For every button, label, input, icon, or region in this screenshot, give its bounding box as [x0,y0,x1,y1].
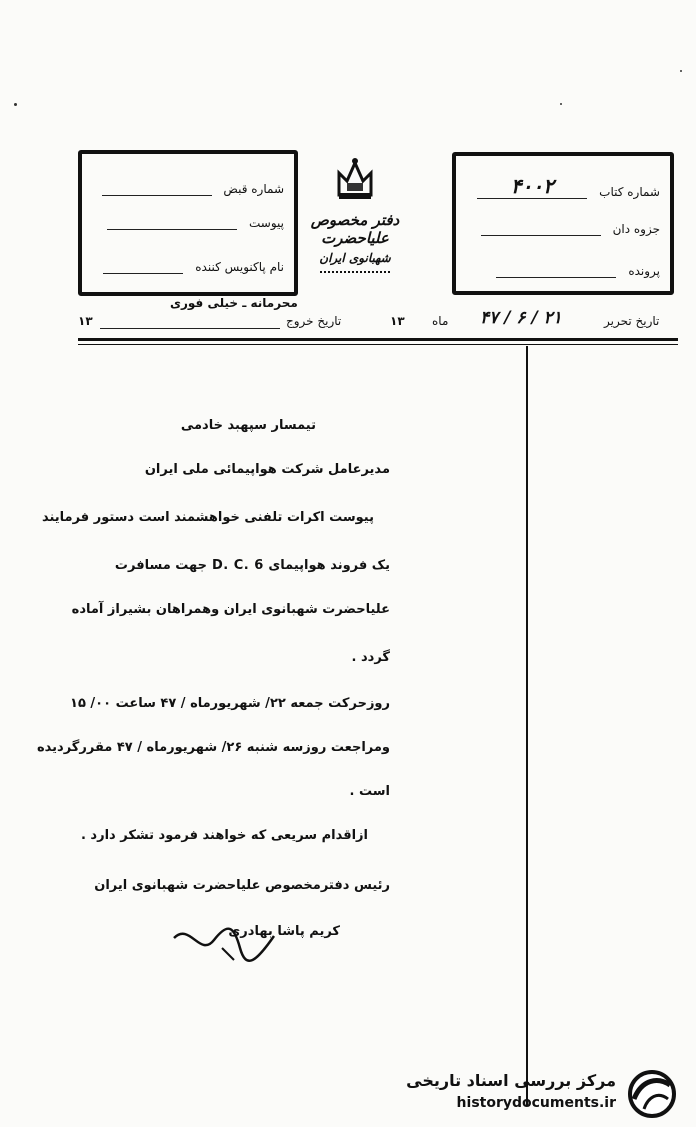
file-row [466,264,660,278]
letter-no-row [466,174,660,199]
attachment-label: پیوست [249,216,284,230]
header-emblem-block [300,155,410,273]
left-header-box [78,150,298,296]
archive-logo-icon [624,1069,680,1119]
header-rule-thin [78,344,678,345]
body-line-5: روزحرکت جمعه ۲۲/ شهریورماه / ۴۷ ساعت ۰۰/ ۱۵ [70,696,390,711]
signature-title: رئیس دفترمخصوص علیاحضرت شهبانوی ایران [94,878,390,893]
receipt-no-row [92,182,284,196]
emblem-caption: دفتر مخصوص علیاحضرت [310,211,400,247]
exit-date-line [100,328,280,329]
body-line-4: گردد . [351,650,390,665]
watermark-url: historydocuments.ir [456,1095,616,1111]
year-prefix-mid: ۱۳ [390,314,405,328]
body-line-6: ومراجعت روزسه شنبه ۲۶/ شهریورماه / ۴۷ مقررگردیده [36,740,390,755]
receipt-no-label: شماره قبض [223,182,284,196]
month-label: ماه [432,314,449,328]
copyist-row [92,260,284,274]
emblem-subcaption: شهبانوی ایران [319,251,391,265]
body-line-7: است . [349,784,390,799]
header-rule [78,338,678,341]
exit-date-label: تاریخ خروج [286,314,342,328]
margin-dot [680,70,682,72]
letter-no-value: ۴۰۰۲ [477,174,587,199]
write-date-value: ۲۱ / ۶ / ۴۷ [480,308,562,328]
salutation: تیمسار سپهبد خادمی [180,418,316,433]
margin-dot [14,103,17,106]
crown-emblem-icon [333,155,377,201]
year-prefix-left: ۱۳ [78,314,93,328]
letter-no-label: شماره کتاب [599,185,660,199]
copyist-label: نام پاکنویس کننده [195,260,284,274]
attachment-row [92,216,284,230]
write-date-label: تاریخ تحریر [604,314,660,328]
right-header-box [452,152,674,295]
watermark-title: مرکز بررسی اسناد تاریخی [406,1071,616,1090]
margin-rule [526,346,528,1106]
classification-stamp: محرمانه ـ خیلی فوری [170,296,298,310]
emblem-dots [320,271,390,273]
section-label: جزوه دان [612,222,660,236]
signature-name: کریم پاشا بهادری [228,924,340,939]
body-line-2: یک فروند هواپیمای D. C. 6 جهت مسافرت [114,558,390,573]
body-line-8: ازاقدام سریعی که خواهند فرمود تشکر دارد . [80,828,368,843]
signature-scribble [170,918,280,964]
margin-dot [560,103,562,105]
body-line-3: علیاحضرت شهبانوی ایران وهمراهان بشیراز آماده [71,602,390,617]
watermark [396,1067,686,1119]
body-line-1: پیوست اکرات تلفنی خواهشمند است دستور فرمایند [41,510,374,525]
section-row [466,222,660,236]
recipient: مدیرعامل شرکت هواپیمائی ملی ایران [144,462,390,477]
file-label: پرونده [628,264,660,278]
